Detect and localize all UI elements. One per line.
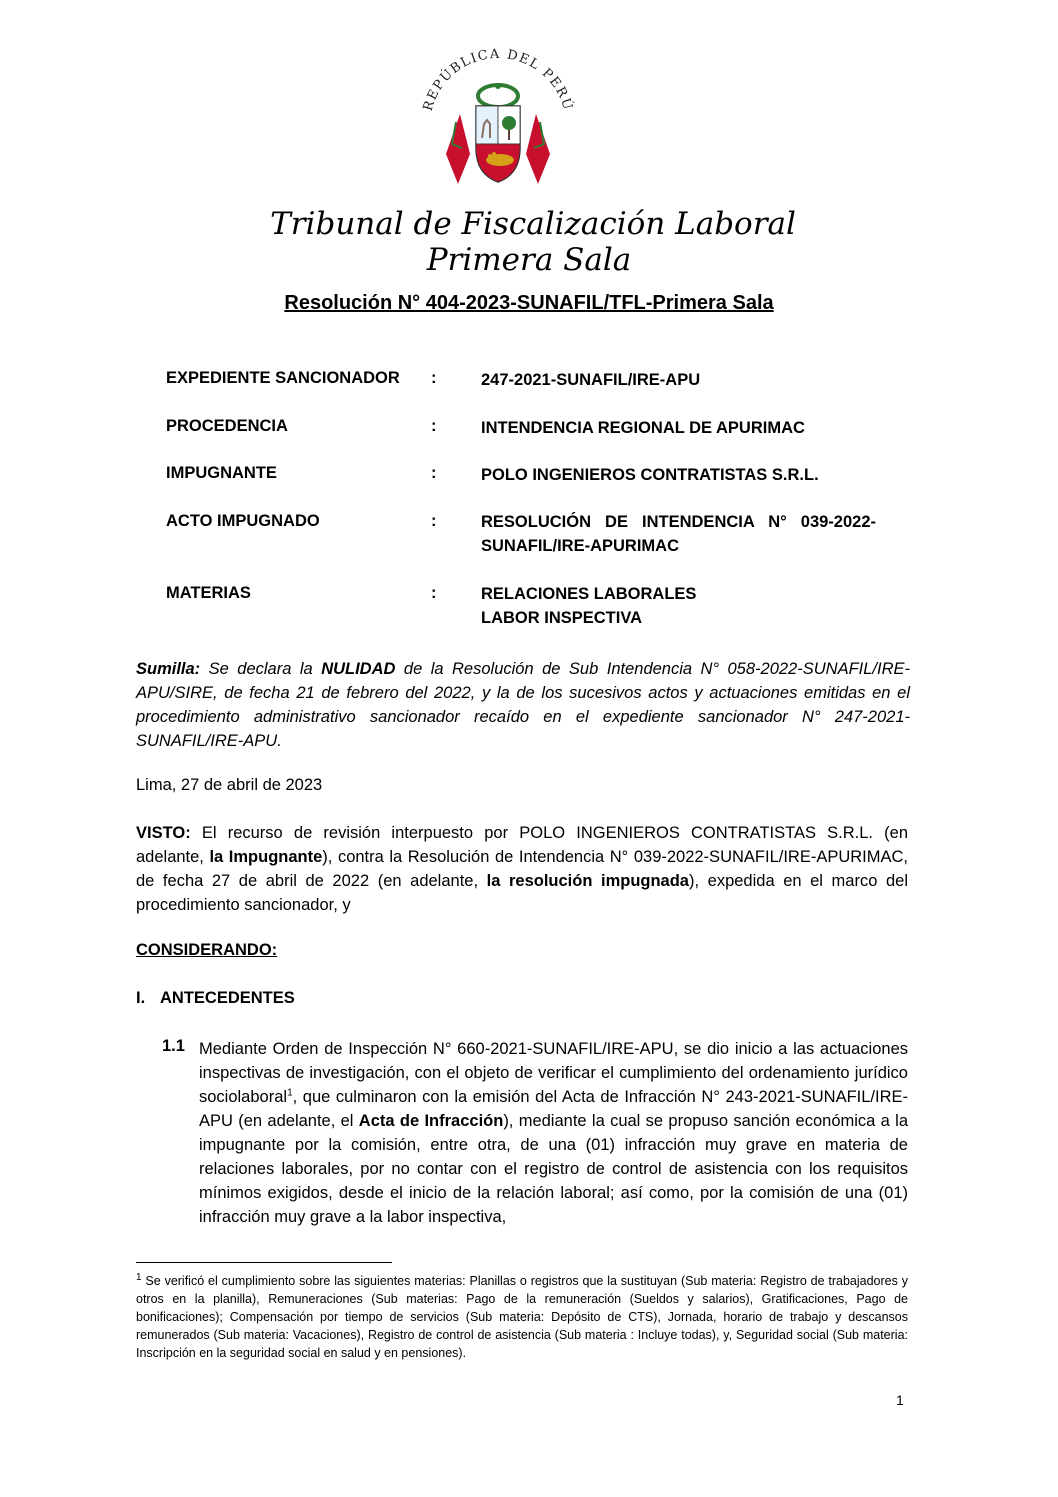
meta-label-materias: MATERIAS	[166, 584, 251, 602]
meta-colon: :	[431, 512, 437, 530]
meta-colon: :	[431, 584, 437, 602]
visto-paragraph	[136, 821, 908, 917]
visto-bold: la Impugnante	[209, 848, 323, 866]
footnote-mark: 1	[136, 1271, 142, 1283]
considerando-heading: CONSIDERANDO:	[136, 941, 278, 959]
meta-value-materias-line2: LABOR INSPECTIVA	[481, 609, 643, 627]
resolution-title: Resolución N° 404-2023-SUNAFIL/TFL-Primera Sala	[284, 292, 774, 314]
footnote-divider	[136, 1262, 392, 1263]
meta-colon: :	[431, 464, 437, 482]
meta-value-expediente: 247-2021-SUNAFIL/IRE-APU	[481, 371, 701, 389]
footnote-text: Se verificó el cumplimiento sobre las siguientes materias: Planillas o registros que la sustituyan (Sub materia: Registro de trabajadores y otros en la planilla), Remuneraciones (Sub materias: Pago de la remuneración (Sueldos y salarios), Gratificaciones, Pago de bonificaciones); Compensación por tiempo de servicios (Sub materia: Depósito de CTS), Jornada, horario de trabajo y descansos remunerados (Sub materia: Vacaciones), Registro de control de asistencia (Sub materia : Incluye todas), y, Seguridad social (Sub materia: Inscripción en la seguridad social en salud y en pensiones).	[136, 1274, 908, 1360]
page-number: 1	[896, 1392, 904, 1408]
item-number: 1.1	[162, 1037, 185, 1055]
sumilla-text: Se declara la	[200, 660, 322, 678]
visto-text: ), contra la Resolución de Intendencia N° 039-2022-SUNAFIL/IRE-APURIMAC, de fecha 27 de abril de 2022 (en adelante,	[136, 848, 909, 890]
sumilla-nulidad: NULIDAD	[321, 660, 396, 678]
item-1-1-paragraph	[199, 1037, 908, 1229]
meta-colon: :	[431, 417, 437, 435]
sumilla-paragraph	[136, 657, 910, 753]
visto-text: El recurso de revisión interpuesto por POLO INGENIEROS CONTRATISTAS S.R.L. (en adelante,	[136, 824, 908, 866]
meta-value-acto-impugnado-line2: SUNAFIL/IRE-APURIMAC	[481, 537, 679, 555]
meta-label-expediente: EXPEDIENTE SANCIONADOR	[166, 369, 400, 387]
section-number: I.	[136, 989, 146, 1007]
item-text: , que culminaron con la emisión del Acta de Infracción N° 243-2021-SUNAFIL/IRE-APU (en adelante, el	[199, 1088, 908, 1130]
meta-value-procedencia: INTENDENCIA REGIONAL DE APURIMAC	[481, 419, 805, 437]
visto-label: VISTO:	[136, 824, 191, 842]
meta-colon: :	[431, 369, 437, 387]
visto-text: ), expedida en el marco del procedimiento sancionador, y	[136, 872, 908, 914]
meta-value-materias-line1: RELACIONES LABORALES	[481, 585, 697, 603]
chamber-name: Primera Sala	[426, 242, 632, 278]
meta-label-acto-impugnado: ACTO IMPUGNADO	[166, 512, 320, 530]
sumilla-label: Sumilla:	[136, 660, 201, 678]
court-name: Tribunal de Fiscalización Laboral	[270, 206, 796, 242]
svg-text:REPÚBLICA DEL PERÚ	[421, 47, 577, 113]
item-text: ), mediante la cual se propuso sanción económica a la impugnante por la comisión, entre otra, de una (01) infracción muy grave en materia de relaciones laborales, por no contar con el registro de control de asistencia con los requisitos mínimos exigidos, desde el inicio de la relación laboral; así como, por la comisión de una (01) infracción muy grave a la labor inspectiva,	[199, 1112, 908, 1226]
footnote-reference: 1	[287, 1087, 293, 1099]
date-line: Lima, 27 de abril de 2023	[136, 776, 323, 794]
item-text: Mediante Orden de Inspección N° 660-2021-SUNAFIL/IRE-APU, se dio inicio a las actuaciones inspectivas de investigación, con el objeto de verificar el cumplimiento del ordenamiento jurídico sociolaboral	[199, 1040, 908, 1106]
meta-label-procedencia: PROCEDENCIA	[166, 417, 288, 435]
footnote	[136, 1272, 908, 1362]
coat-of-arms-seal	[408, 44, 588, 194]
meta-label-impugnante: IMPUGNANTE	[166, 464, 277, 482]
seal-text: REPÚBLICA DEL PERÚ	[420, 46, 576, 113]
meta-value-acto-impugnado-line1: RESOLUCIÓN DE INTENDENCIA N° 039-2022-	[481, 513, 876, 531]
section-title: ANTECEDENTES	[160, 989, 295, 1007]
visto-bold: la resolución impugnada	[486, 872, 689, 890]
meta-value-impugnante: POLO INGENIEROS CONTRATISTAS S.R.L.	[481, 466, 819, 484]
item-bold: Acta de Infracción	[358, 1112, 504, 1130]
sumilla-text: de la Resolución de Sub Intendencia N° 058-2022-SUNAFIL/IRE-APU/SIRE, de fecha 21 de febrero del 2022, y la de los sucesivos actos y actuaciones emitidas en el procedimiento administrativo sancionador recaído en el expediente sancionador N° 247-2021-SUNAFIL/IRE-APU.	[136, 660, 910, 750]
